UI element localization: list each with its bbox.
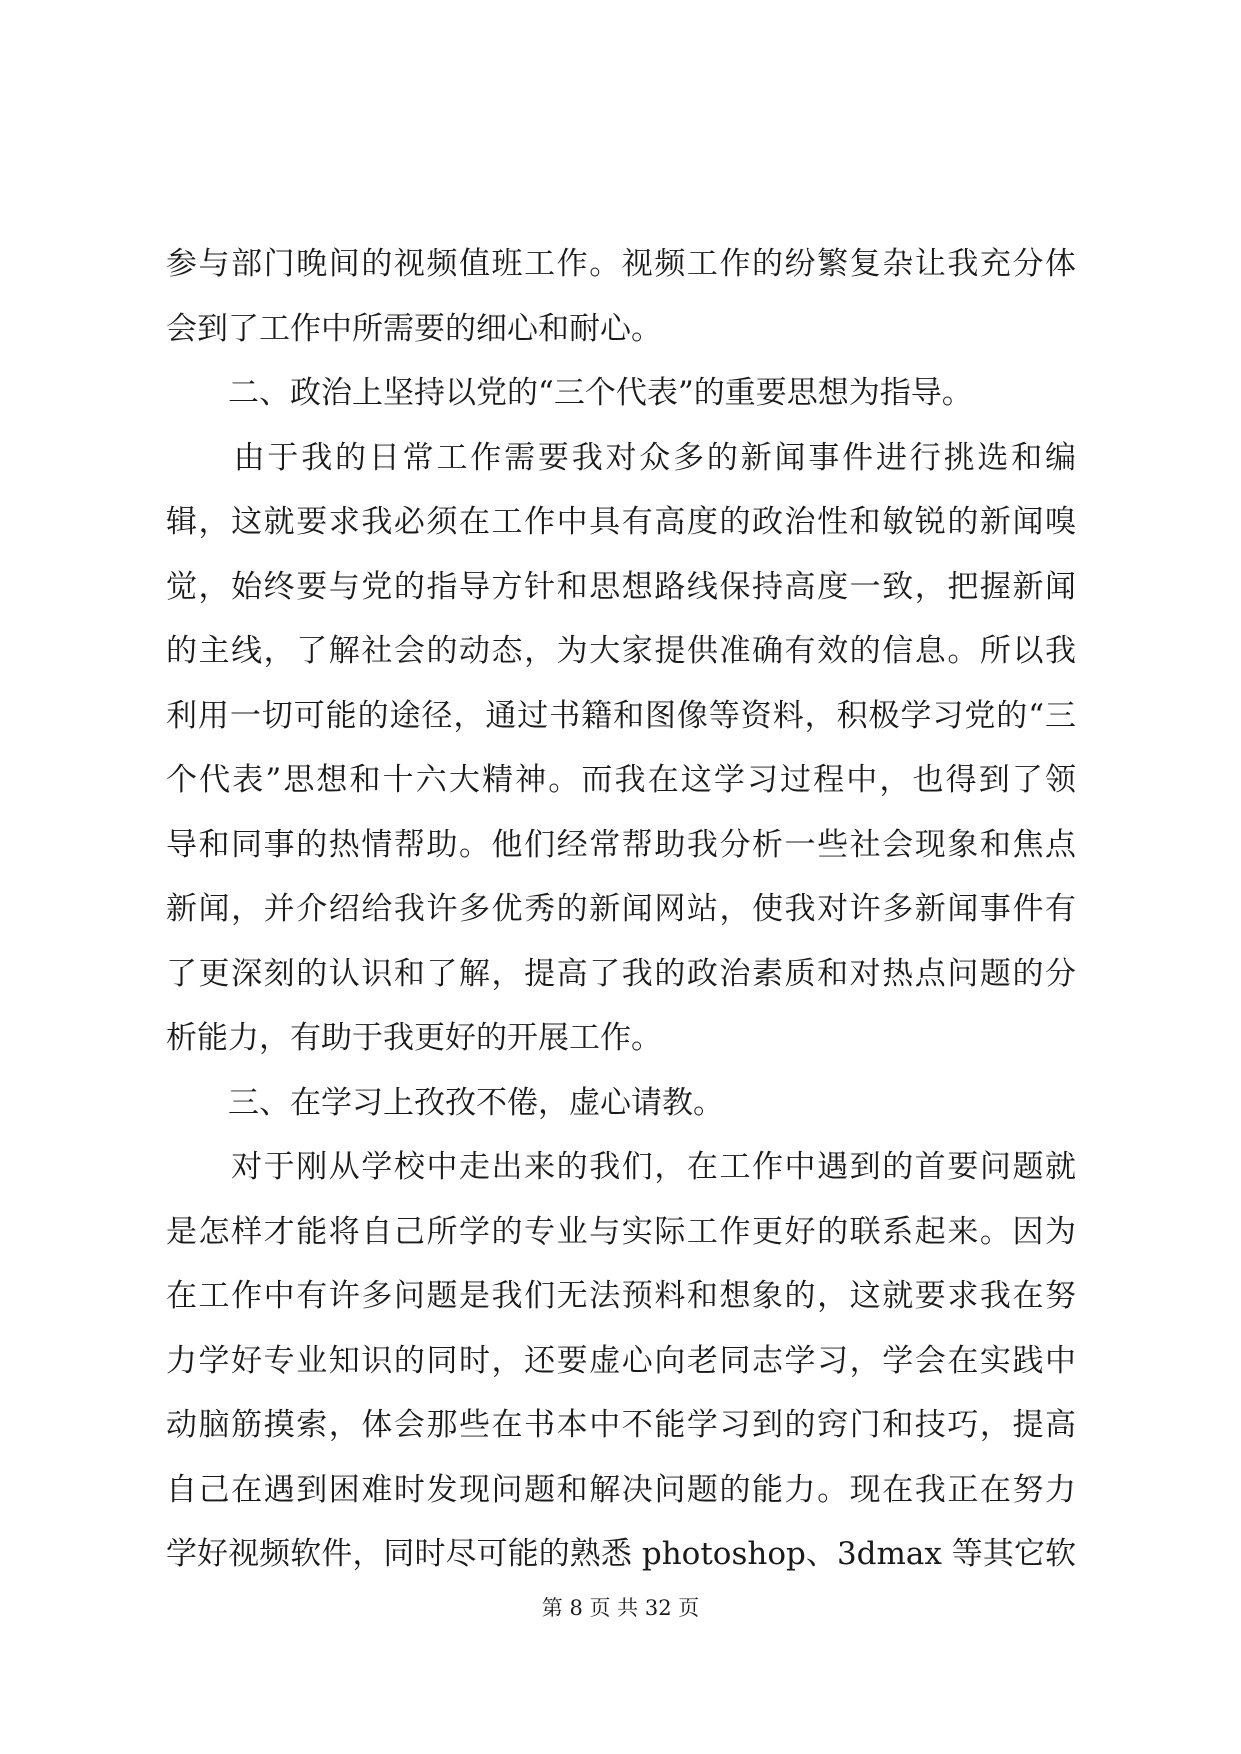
text-line: 对于刚从学校中走出来的我们，在工作中遇到的首要问题就 <box>166 1149 1076 1185</box>
text-line: 的主线，了解社会的动态，为大家提供准确有效的信息。所以我 <box>166 633 1076 669</box>
text-line: 由于我的日常工作需要我对众多的新闻事件进行挑选和编 <box>166 439 1076 476</box>
text-line: 会到了工作中所需要的细心和耐心。 <box>166 310 662 347</box>
text-line: 辑，这就要求我必须在工作中具有高度的政治性和敏锐的新闻嗅 <box>166 504 1076 540</box>
text-line: 力学好专业知识的同时，还要虚心向老同志学习，学会在实践中 <box>166 1342 1076 1379</box>
section-heading: 二、政治上坚持以党的“三个代表”的重要思想为指导。 <box>166 375 973 411</box>
text-line: 新闻，并介绍给我许多优秀的新闻网站，使我对许多新闻事件有 <box>166 891 1076 927</box>
section-heading: 三、在学习上孜孜不倦，虚心请教。 <box>166 1084 724 1121</box>
text-line: 利用一切可能的途径，通过书籍和图像等资料，积极学习党的“三 <box>166 697 1076 734</box>
text-line: 参与部门晚间的视频值班工作。视频工作的纷繁复杂让我充分体 <box>166 246 1076 282</box>
text-line: 个代表”思想和十六大精神。而我在这学习过程中，也得到了领 <box>166 762 1076 798</box>
text-line: 了更深刻的认识和了解，提高了我的政治素质和对热点问题的分 <box>166 955 1076 992</box>
text-line: 是怎样才能将自己所学的专业与实际工作更好的联系起来。因为 <box>166 1213 1076 1250</box>
text-line: 析能力，有助于我更好的开展工作。 <box>166 1020 662 1056</box>
text-line: 觉，始终要与党的指导方针和思想路线保持高度一致，把握新闻 <box>166 568 1076 605</box>
text-line: 学好视频软件，同时尽可能的熟悉 photoshop、3dmax 等其它软 <box>166 1536 1076 1572</box>
text-line: 导和同事的热情帮助。他们经常帮助我分析一些社会现象和焦点 <box>166 826 1076 863</box>
text-line: 自己在遇到困难时发现问题和解决问题的能力。现在我正在努力 <box>166 1471 1076 1508</box>
text-line: 在工作中有许多问题是我们无法预料和想象的，这就要求我在努 <box>166 1278 1076 1314</box>
body-text <box>166 232 1076 1587</box>
page-number-footer: 第 8 页 共 32 页 <box>541 1596 700 1620</box>
text-line: 动脑筋摸索，体会那些在书本中不能学习到的窍门和技巧，提高 <box>166 1407 1076 1443</box>
